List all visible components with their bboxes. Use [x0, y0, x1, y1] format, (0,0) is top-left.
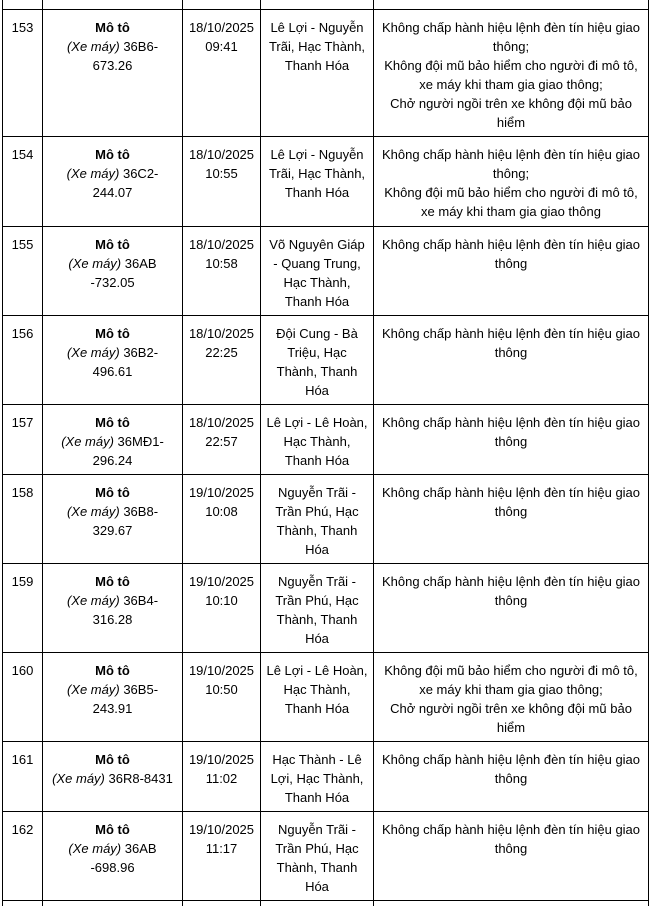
vehicle-note: (Xe máy) — [67, 593, 120, 608]
violation-cell — [374, 475, 649, 564]
row-number-cell — [3, 137, 43, 227]
table-row — [3, 227, 649, 316]
row-number-cell — [3, 10, 43, 137]
empty-cell — [43, 0, 183, 10]
location-cell: Võ Nguyên Giáp - Quang Trung, Hạc Thành, Thanh Hóa — [261, 227, 374, 316]
violation-date: 19/10/2025 — [188, 661, 255, 680]
vehicle-plate: 36R8-8431 — [109, 771, 173, 786]
violation-time: 22:25 — [188, 343, 255, 362]
row-number-cell — [3, 564, 43, 653]
violation-date: 19/10/2025 — [188, 572, 255, 591]
vehicle-type: Mô tô — [48, 820, 177, 839]
empty-cell — [374, 901, 649, 906]
violation-text: Chở người ngồi trên xe không đội mũ bảo hiểm — [379, 699, 643, 737]
vehicle-note: (Xe máy) — [67, 39, 120, 54]
violation-date: 18/10/2025 — [188, 235, 255, 254]
table-row — [3, 742, 649, 812]
violation-cell — [374, 316, 649, 405]
violation-text: Không đội mũ bảo hiểm cho người đi mô tô, xe máy khi tham gia giao thông; — [379, 661, 643, 699]
empty-cell — [183, 901, 261, 906]
datetime-cell — [183, 742, 261, 812]
violation-time: 22:57 — [188, 432, 255, 451]
vehicle-cell — [43, 742, 183, 812]
vehicle-cell — [43, 405, 183, 475]
row-number-cell — [3, 742, 43, 812]
row-number: 162 — [8, 820, 37, 839]
vehicle-cell — [43, 653, 183, 742]
violation-text: Không chấp hành hiệu lệnh đèn tín hiệu giao thông — [379, 235, 643, 273]
vehicle-type: Mô tô — [48, 235, 177, 254]
violation-text: Không chấp hành hiệu lệnh đèn tín hiệu giao thông — [379, 483, 643, 521]
location-cell: Lê Lợi - Lê Hoàn, Hạc Thành, Thanh Hóa — [261, 653, 374, 742]
violation-cell — [374, 564, 649, 653]
vehicle-cell — [43, 564, 183, 653]
vehicle-plate-line — [48, 343, 177, 381]
vehicle-plate: 36B8-329.67 — [93, 504, 158, 538]
row-number-cell — [3, 653, 43, 742]
violation-date: 18/10/2025 — [188, 324, 255, 343]
table-row — [3, 475, 649, 564]
vehicle-plate: 36B2-496.61 — [93, 345, 158, 379]
violation-date: 19/10/2025 — [188, 483, 255, 502]
table-row — [3, 653, 649, 742]
vehicle-note: (Xe máy) — [61, 434, 114, 449]
vehicle-plate: 36B6-673.26 — [93, 39, 158, 73]
violation-text: Không chấp hành hiệu lệnh đèn tín hiệu giao thông — [379, 820, 643, 858]
violation-text: Chở người ngồi trên xe không đội mũ bảo hiểm — [379, 94, 643, 132]
vehicle-type: Mô tô — [48, 145, 177, 164]
vehicle-note: (Xe máy) — [67, 504, 120, 519]
location-cell: Lê Lợi - Lê Hoàn, Hạc Thành, Thanh Hóa — [261, 405, 374, 475]
violation-date: 19/10/2025 — [188, 820, 255, 839]
table-row — [3, 564, 649, 653]
row-number: 154 — [8, 145, 37, 164]
empty-cell — [261, 901, 374, 906]
violation-cell — [374, 405, 649, 475]
table-row — [3, 812, 649, 901]
vehicle-plate: 36C2-244.07 — [93, 166, 159, 200]
violation-cell — [374, 812, 649, 901]
vehicle-type: Mô tô — [48, 18, 177, 37]
table-row — [3, 137, 649, 227]
violation-text: Không chấp hành hiệu lệnh đèn tín hiệu giao thông — [379, 324, 643, 362]
violation-date: 18/10/2025 — [188, 18, 255, 37]
table-row — [3, 316, 649, 405]
location-cell: Nguyễn Trãi - Trần Phú, Hạc Thành, Thanh Hóa — [261, 564, 374, 653]
empty-cell — [183, 0, 261, 10]
vehicle-plate-line — [48, 254, 177, 292]
violation-time: 10:08 — [188, 502, 255, 521]
vehicle-cell — [43, 475, 183, 564]
violation-cell — [374, 137, 649, 227]
empty-cell — [43, 901, 183, 906]
vehicle-cell — [43, 137, 183, 227]
vehicle-plate: 36B5-243.91 — [93, 682, 158, 716]
vehicle-note: (Xe máy) — [68, 256, 121, 271]
table-row — [3, 10, 649, 137]
row-number: 157 — [8, 413, 37, 432]
location-cell: Nguyễn Trãi - Trần Phú, Hạc Thành, Thanh Hóa — [261, 812, 374, 901]
row-number-cell — [3, 812, 43, 901]
violation-time: 10:10 — [188, 591, 255, 610]
vehicle-cell — [43, 316, 183, 405]
violation-time: 11:02 — [188, 769, 255, 788]
violation-text: Không chấp hành hiệu lệnh đèn tín hiệu giao thông; — [379, 145, 643, 183]
row-number: 153 — [8, 18, 37, 37]
location-cell: Nguyễn Trãi - Trần Phú, Hạc Thành, Thanh Hóa — [261, 475, 374, 564]
violation-text: Không chấp hành hiệu lệnh đèn tín hiệu giao thông; — [379, 18, 643, 56]
location-cell: Đội Cung - Bà Triệu, Hạc Thành, Thanh Hóa — [261, 316, 374, 405]
row-number: 156 — [8, 324, 37, 343]
vehicle-note: (Xe máy) — [67, 682, 120, 697]
violation-date: 18/10/2025 — [188, 145, 255, 164]
row-number-cell — [3, 405, 43, 475]
datetime-cell — [183, 812, 261, 901]
violation-cell — [374, 653, 649, 742]
datetime-cell — [183, 227, 261, 316]
datetime-cell — [183, 564, 261, 653]
violation-text: Không chấp hành hiệu lệnh đèn tín hiệu giao thông — [379, 413, 643, 451]
violation-time: 10:50 — [188, 680, 255, 699]
vehicle-note: (Xe máy) — [67, 166, 120, 181]
violation-cell — [374, 10, 649, 137]
empty-cell — [3, 901, 43, 906]
vehicle-type: Mô tô — [48, 324, 177, 343]
partial-row-top — [3, 0, 649, 10]
violation-date: 18/10/2025 — [188, 413, 255, 432]
violation-time: 10:58 — [188, 254, 255, 273]
row-number: 158 — [8, 483, 37, 502]
row-number: 161 — [8, 750, 37, 769]
row-number: 159 — [8, 572, 37, 591]
violation-text: Không đội mũ bảo hiểm cho người đi mô tô, xe máy khi tham gia giao thông; — [379, 56, 643, 94]
vehicle-type: Mô tô — [48, 413, 177, 432]
row-number: 160 — [8, 661, 37, 680]
location-cell: Lê Lợi - Nguyễn Trãi, Hạc Thành, Thanh Hóa — [261, 10, 374, 137]
vehicle-plate-line — [48, 680, 177, 718]
vehicle-note: (Xe máy) — [68, 841, 121, 856]
row-number: 155 — [8, 235, 37, 254]
violation-time: 11:17 — [188, 839, 255, 858]
empty-cell — [374, 0, 649, 10]
datetime-cell — [183, 137, 261, 227]
location-cell: Hạc Thành - Lê Lợi, Hạc Thành, Thanh Hóa — [261, 742, 374, 812]
partial-row-bottom — [3, 901, 649, 906]
datetime-cell — [183, 405, 261, 475]
vehicle-plate-line — [48, 164, 177, 202]
vehicle-note: (Xe máy) — [67, 345, 120, 360]
vehicle-plate-line — [48, 502, 177, 540]
vehicle-plate-line — [48, 769, 177, 788]
datetime-cell — [183, 10, 261, 137]
violation-text: Không chấp hành hiệu lệnh đèn tín hiệu giao thông — [379, 572, 643, 610]
vehicle-type: Mô tô — [48, 750, 177, 769]
vehicle-cell — [43, 812, 183, 901]
vehicle-type: Mô tô — [48, 661, 177, 680]
vehicle-plate: 36AB -732.05 — [90, 256, 156, 290]
datetime-cell — [183, 653, 261, 742]
vehicle-plate: 36MĐ1-296.24 — [93, 434, 164, 468]
vehicle-plate-line — [48, 591, 177, 629]
violation-text: Không đội mũ bảo hiểm cho người đi mô tô, xe máy khi tham gia giao thông — [379, 183, 643, 221]
vehicle-plate-line — [48, 839, 177, 877]
vehicle-type: Mô tô — [48, 483, 177, 502]
violation-cell — [374, 227, 649, 316]
vehicle-type: Mô tô — [48, 572, 177, 591]
row-number-cell — [3, 227, 43, 316]
vehicle-plate: 36B4-316.28 — [93, 593, 158, 627]
empty-cell — [3, 0, 43, 10]
vehicle-cell — [43, 227, 183, 316]
violation-text: Không chấp hành hiệu lệnh đèn tín hiệu giao thông — [379, 750, 643, 788]
violations-table — [2, 0, 649, 906]
empty-cell — [261, 0, 374, 10]
vehicle-plate-line — [48, 37, 177, 75]
table-row — [3, 405, 649, 475]
vehicle-plate: 36AB -698.96 — [90, 841, 156, 875]
violation-date: 19/10/2025 — [188, 750, 255, 769]
vehicle-note: (Xe máy) — [52, 771, 105, 786]
location-cell: Lê Lợi - Nguyễn Trãi, Hạc Thành, Thanh Hóa — [261, 137, 374, 227]
vehicle-plate-line — [48, 432, 177, 470]
violation-time: 10:55 — [188, 164, 255, 183]
datetime-cell — [183, 475, 261, 564]
row-number-cell — [3, 475, 43, 564]
vehicle-cell — [43, 10, 183, 137]
violation-cell — [374, 742, 649, 812]
violation-time: 09:41 — [188, 37, 255, 56]
row-number-cell — [3, 316, 43, 405]
datetime-cell — [183, 316, 261, 405]
